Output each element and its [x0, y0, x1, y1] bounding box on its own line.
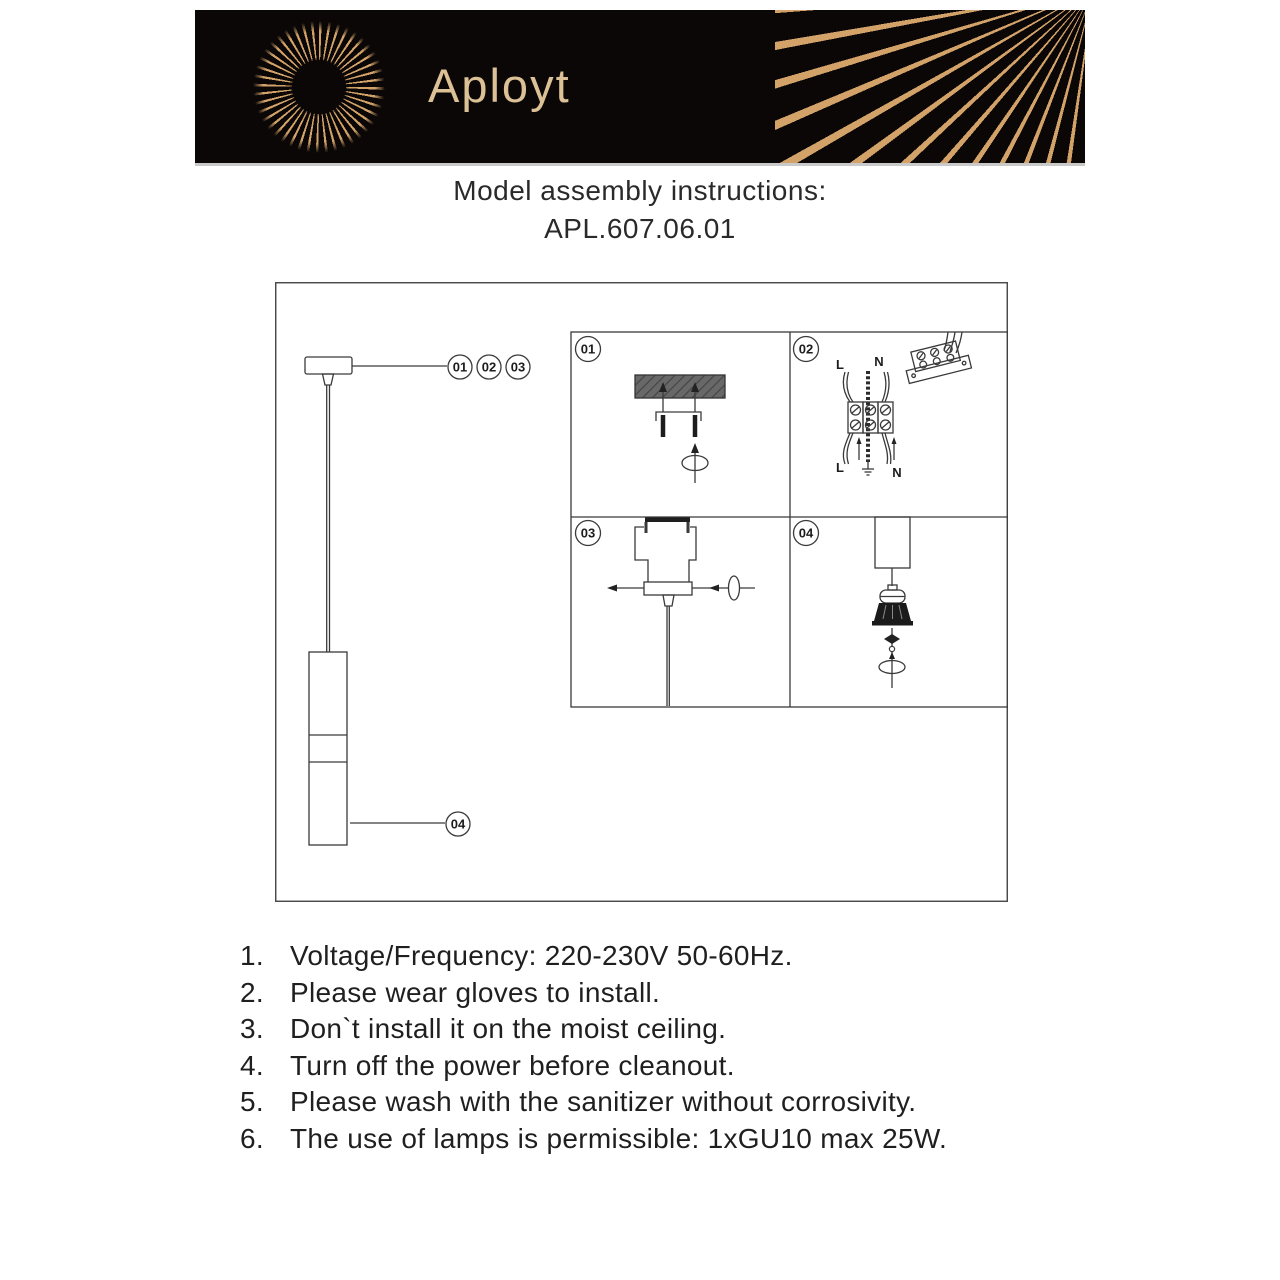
list-item — [240, 975, 1070, 1012]
sunburst-logo-core — [292, 60, 346, 114]
list-item-text: Please wash with the sanitizer without corrosivity. — [290, 1086, 917, 1117]
list-item-number: 3. — [240, 1013, 264, 1044]
list-item — [240, 1084, 1070, 1121]
list-item — [240, 1048, 1070, 1085]
list-item-text: Turn off the power before cleanout. — [290, 1049, 735, 1081]
svg-text:03: 03 — [580, 525, 596, 541]
model-number: APL.607.06.01 — [544, 213, 736, 244]
title-block — [0, 172, 1280, 248]
decorative-rays-icon — [775, 10, 1085, 163]
svg-text:04: 04 — [450, 816, 466, 832]
list-item-number: 5. — [240, 1086, 264, 1117]
svg-text:01: 01 — [452, 359, 468, 375]
svg-text:04: 04 — [798, 525, 814, 541]
svg-text:02: 02 — [481, 359, 497, 375]
brand-banner — [195, 10, 1085, 166]
list-item-number: 2. — [240, 976, 264, 1008]
wire-label-l-bottom: L — [836, 460, 844, 475]
svg-text:01: 01 — [580, 341, 596, 357]
assembly-diagram — [275, 282, 1008, 902]
instruction-list — [240, 938, 1070, 1157]
page-title: Model assembly instructions: — [453, 175, 827, 206]
list-item — [240, 1121, 1070, 1158]
list-item — [240, 938, 1070, 975]
list-item-text: Don`t install it on the moist ceiling. — [290, 1013, 727, 1044]
list-item-text: Voltage/Frequency: 220-230V 50-60Hz. — [290, 940, 793, 971]
svg-text:03: 03 — [510, 359, 526, 375]
list-item-text: Please wear gloves to install. — [290, 976, 661, 1008]
wire-label-n-top: N — [874, 354, 884, 369]
wire-label-l-top: L — [836, 357, 844, 372]
list-item-number: 1. — [240, 940, 264, 971]
list-item-text: The use of lamps is permissible: 1xGU10 max 25W. — [290, 1122, 948, 1154]
list-item — [240, 1011, 1070, 1048]
list-item-number: 4. — [240, 1049, 264, 1081]
brand-name: Aployt — [428, 59, 571, 112]
svg-text:02: 02 — [798, 341, 814, 357]
wire-label-n-bottom: N — [892, 465, 902, 480]
list-item-number: 6. — [240, 1122, 264, 1154]
